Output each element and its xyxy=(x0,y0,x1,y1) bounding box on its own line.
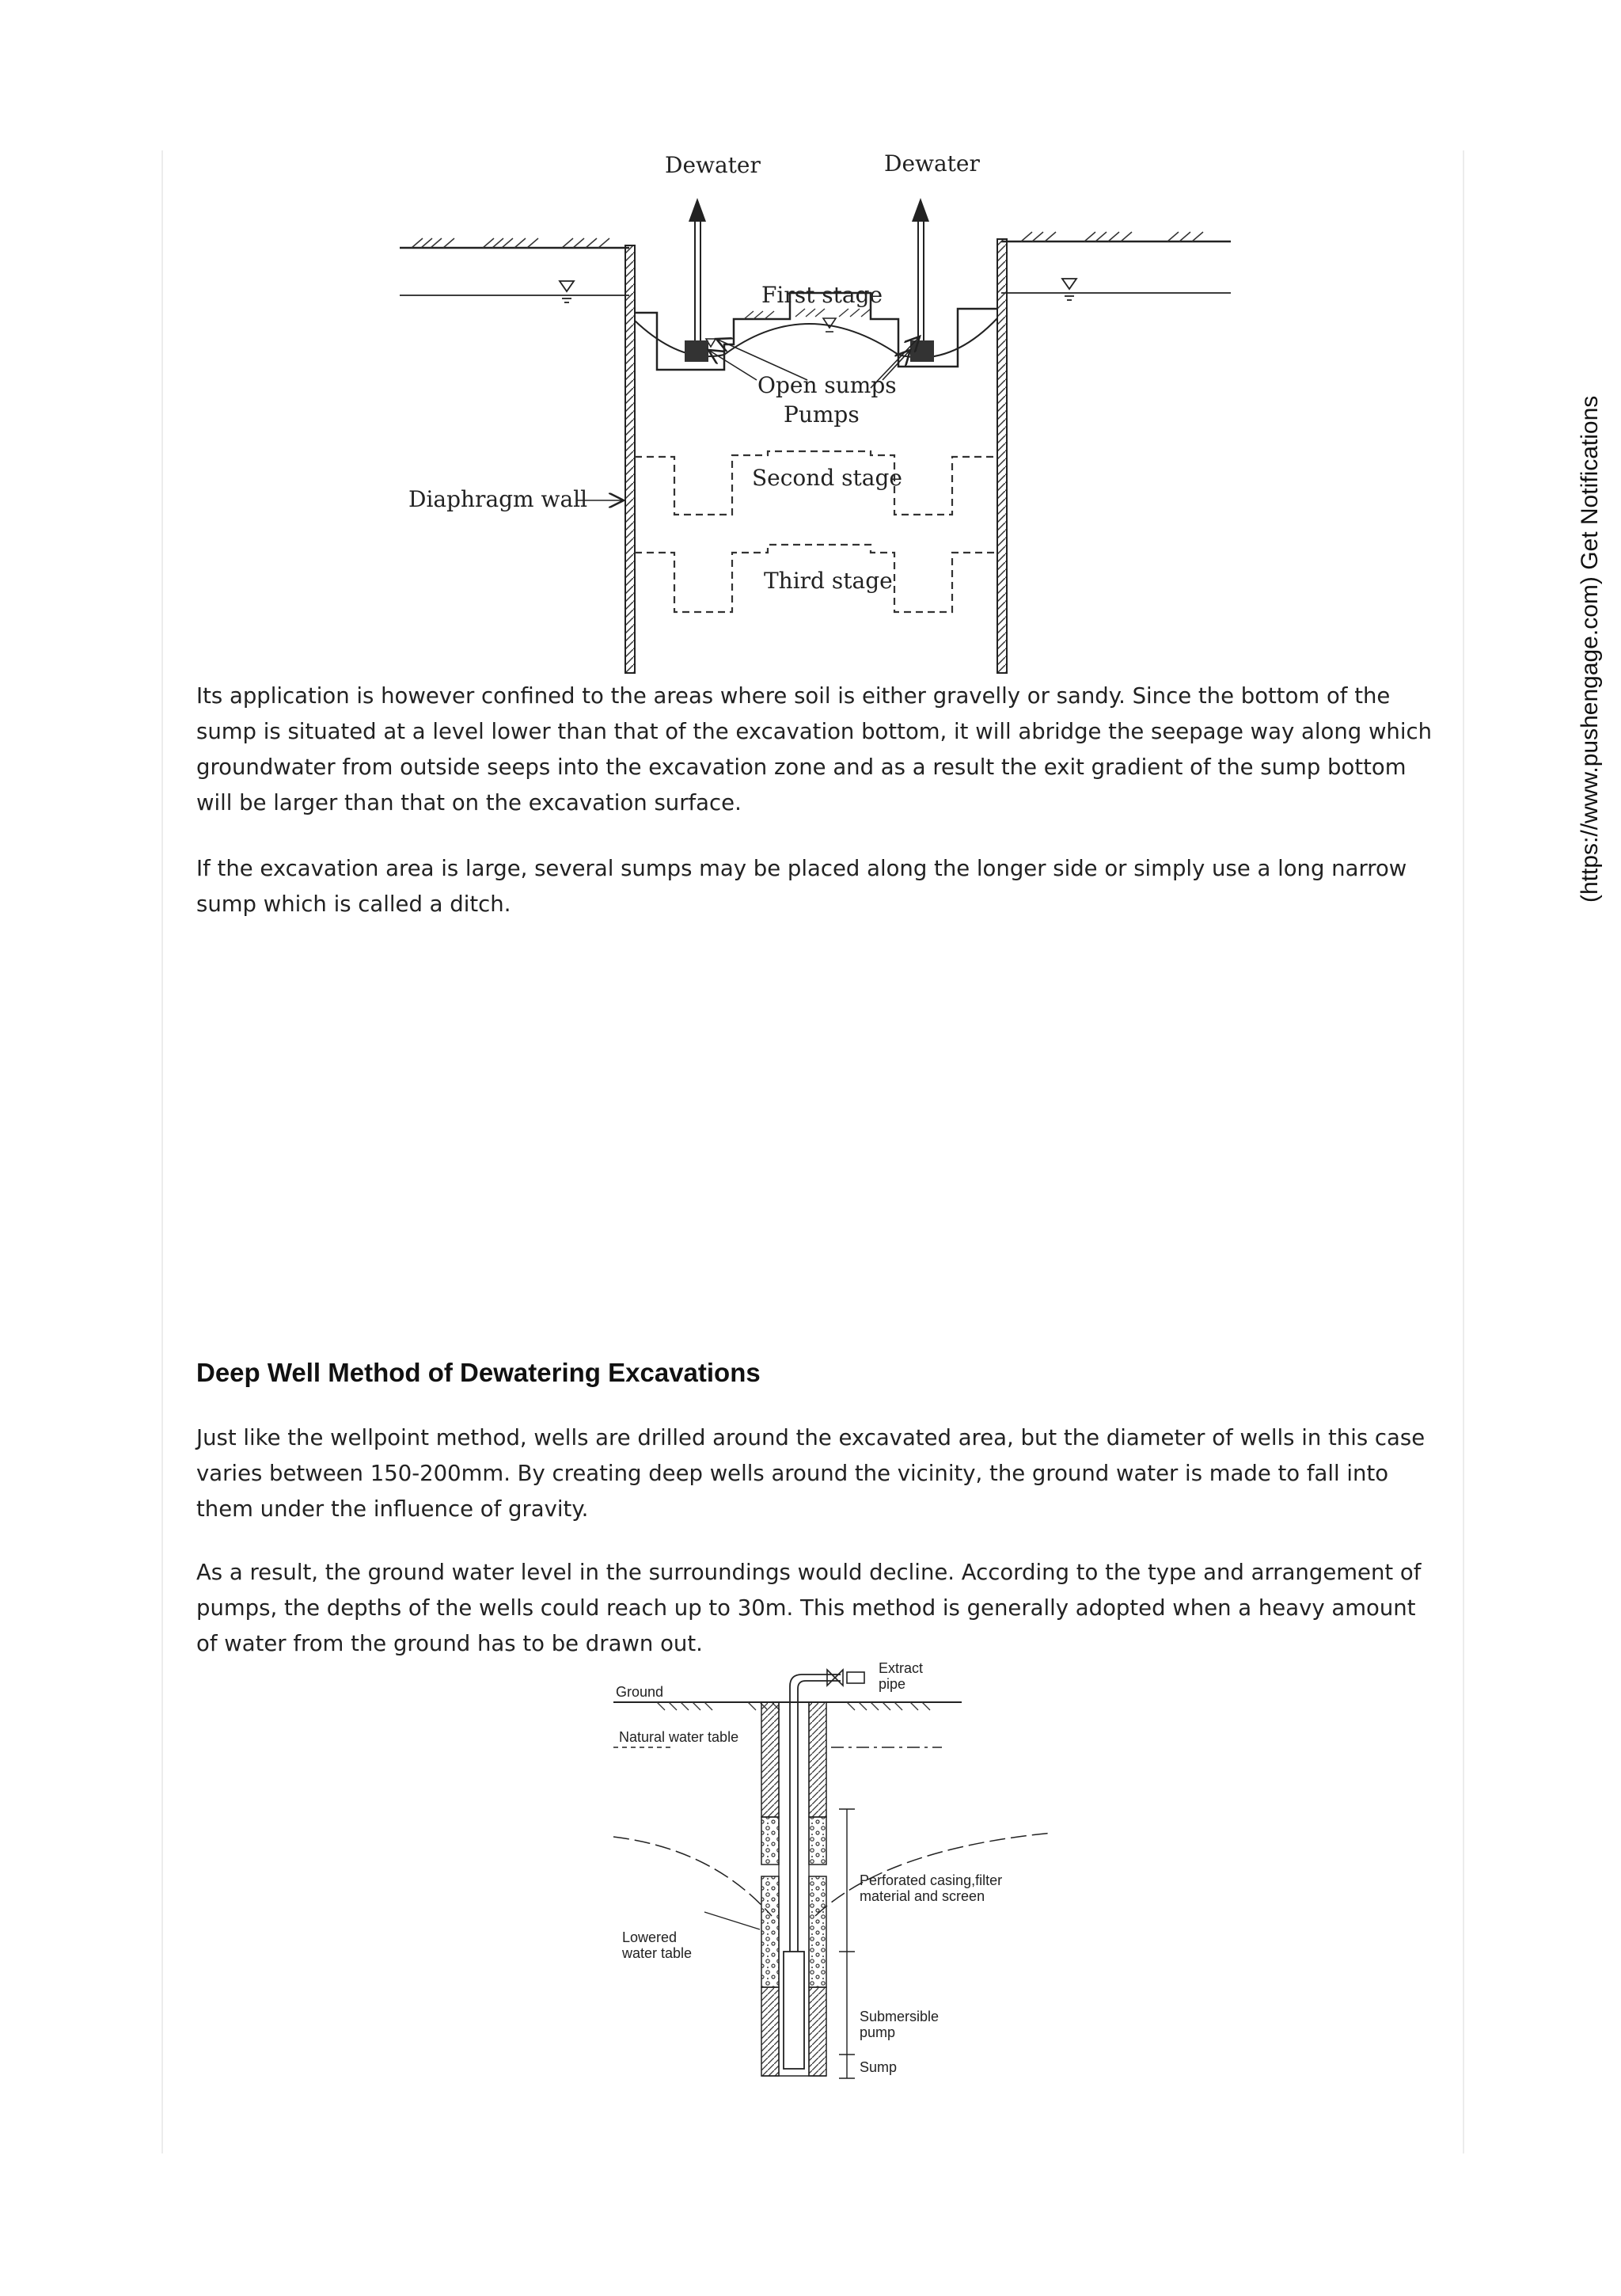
second-stage-label: Second stage xyxy=(752,465,902,491)
get-notifications-link[interactable]: (https://www.pushengage.com) Get Notifications xyxy=(1577,395,1603,903)
third-stage-label: Third stage xyxy=(764,568,893,594)
dewater-left-label: Dewater xyxy=(665,152,761,178)
paragraph-several-sumps: If the excavation area is large, several sumps may be placed along the longer side or simply use a long narrow sump which is called a ditch. xyxy=(196,856,1407,917)
pump-label: pump xyxy=(860,2024,896,2040)
perforated-casing-label: Perforated casing,filter xyxy=(860,1872,1003,1888)
extract-label: Extract xyxy=(879,1660,924,1676)
paragraph-deep-well-intro: Just like the wellpoint method, wells are drilled around the excavated area, but the diameter of wells in this case varies between 150-200mm. By creating deep wells around the vicinity, the ground water is made to fall into them under the influence of gravity. xyxy=(196,1425,1425,1522)
open-sumps-label: Open sumps xyxy=(757,372,897,398)
diaphragm-wall-label: Diaphragm wall xyxy=(408,486,588,512)
section-heading-deep-well: Deep Well Method of Dewatering Excavations xyxy=(196,1358,761,1387)
dewater-right-label: Dewater xyxy=(884,150,980,177)
content-frame-left-border xyxy=(161,150,163,2153)
pipe-label: pipe xyxy=(879,1676,906,1692)
open-sump-diagram xyxy=(396,143,1251,681)
water-table-label: water table xyxy=(622,1945,693,1961)
content-frame-right-border xyxy=(1463,150,1464,2153)
filter-material-label: material and screen xyxy=(860,1888,985,1904)
paragraph-sump-application: Its application is however confined to the areas where soil is either gravelly or sandy. Since the bottom of the sump is situated at a level lower than that of the excavation bottom, it will abridge the seepage way along which groundwater from outside seeps into the excavation zone and as a result the exit gradient of the sump bottom will be larger than that on the excavation surface. xyxy=(196,683,1433,815)
first-stage-label: First stage xyxy=(761,282,883,308)
paragraph-ground-water-decline: As a result, the ground water level in the surroundings would decline. According to the type and arrangement of pumps, the depths of the wells could reach up to 30m. This method is generally adopted when a heavy amount of water from the ground has to be drawn out. xyxy=(196,1560,1422,1656)
sump-label: Sump xyxy=(860,2059,898,2075)
submersible-label: Submersible xyxy=(860,2009,940,2024)
ground-label: Ground xyxy=(616,1684,664,1700)
pumps-label: Pumps xyxy=(784,401,860,428)
lowered-label: Lowered xyxy=(622,1929,678,1945)
natural-water-table-label: Natural water table xyxy=(619,1729,739,1745)
deep-well-diagram xyxy=(609,1659,1053,2102)
